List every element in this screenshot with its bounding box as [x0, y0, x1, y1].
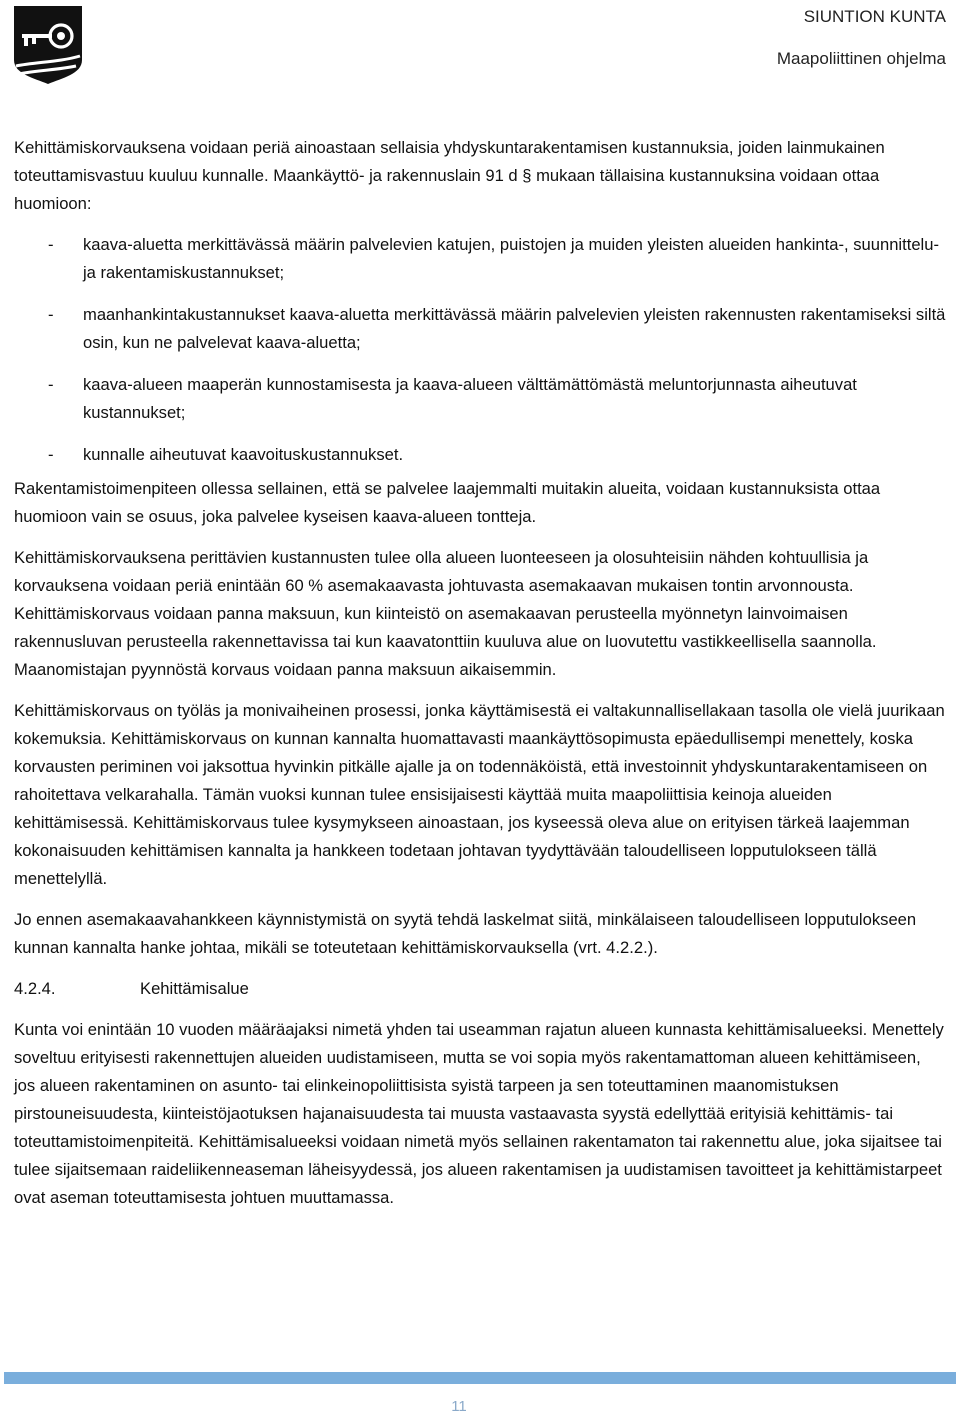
list-item-text: kaava-alueen maaperän kunnostamisesta ja kaava-alueen välttämättömästä meluntorjunnasta aiheutuvat kustannukset; [83, 375, 857, 422]
list-item [14, 371, 946, 427]
list-item-text: kaava-aluetta merkittävässä määrin palvelevien katujen, puistojen ja muiden yleisten alueiden hankinta-, suunnittelu- ja rakentamiskustannukset; [83, 235, 939, 282]
bullet-dash: - [48, 375, 54, 394]
bullet-dash: - [48, 235, 54, 254]
paragraph-2: Rakentamistoimenpiteen ollessa sellainen, että se palvelee laajemmalti muitakin alueita, voidaan kustannuksista ottaa huomioon vain se osuus, joka palvelee kyseisen kaava-alueen tontteja. [14, 479, 881, 526]
document-body [14, 134, 946, 1225]
list-item [14, 441, 946, 469]
section-number: 4.2.4. [14, 979, 56, 998]
bullet-dash: - [48, 305, 54, 324]
paragraph-5: Jo ennen asemakaavahankkeen käynnistymistä on syytä tehdä laskelmat siitä, minkälaiseen taloudelliseen lopputulokseen kunnan kannalta hanke johtaa, mikäli se toteutetaan kehittämiskorvauksella (vrt. 4.2.2.). [14, 910, 917, 957]
list-item [14, 231, 946, 287]
paragraph-4: Kehittämiskorvaus on työläs ja monivaiheinen prosessi, jonka käyttämisestä ei valtakunnallisellakaan tasolla ole vielä juurikaan kokemuksia. Kehittämiskorvaus on kunnan kannalta huomattavasti maankäyttösopimusta epäedullisempi menettely, koska korvausten periminen voi jaksottua hyvinkin pitkälle ajalle ja on todennäköistä, että investoinnit yhdyskuntarakentamiseen on rahoitettava velkarahalla. Tämän vuoksi kunnan tulee ensisijaisesti käyttää muita maapoliittisia keinoja alueiden kehittämisessä. Kehittämiskorvaus tulee kysymykseen ainoastaan, jos kyseessä oleva alue on erityisen tärkeä laajemman kokonaisuuden kehittämisen kannalta ja hankkeen todetaan johtavan tyydyttävään taloudelliseen lopputulokseen tällä menettelyllä. [14, 701, 945, 888]
section-heading [14, 975, 946, 1003]
paragraph-3: Kehittämiskorvauksena perittävien kustannusten tulee olla alueen luonteeseen ja olosuhteisiin nähden kohtuullisia ja korvauksena voidaan periä enintään 60 % asemakaavasta johtuvasta asemakaavan mukaisen tontin arvonnousta. Kehittämiskorvaus voidaan panna maksuun, kun kiinteistö on asemakaavan perusteella myönnetyn lainvoimaisen rakennusluvan perusteella rakennettavissa tai kun kaavatonttiin kuuluva alue on luovutettu vastikkeellisella saannolla. Maanomistajan pyynnöstä korvaus voidaan panna maksuun aikaisemmin. [14, 548, 877, 679]
organization-name: SIUNTION KUNTA [803, 7, 946, 26]
list-item-text: kunnalle aiheutuvat kaavoituskustannukset. [83, 445, 404, 464]
paragraph-6: Kunta voi enintään 10 vuoden määräajaksi nimetä yhden tai useamman rajatun alueen kunnasta kehittämisalueeksi. Menettely soveltuu erityisesti rakennettujen alueiden uudistamiseen, mutta se voi sopia myös rakentamattoman alueen kehittämiseen, jos alueen rakentaminen on asunto- tai elinkeinopoliittisista syistä tarpeen ja sen toteuttaminen maanomistuksen pirstouneisuudesta, kiinteistöjaotuksen hajanaisuudesta tai muusta vastaavasta syystä edellyttää erityisiä kehittämis- tai toteuttamistoimenpiteitä. Kehittämisalueeksi voidaan nimetä myös sellainen rakentamaton tai rakennettu alue, joka sijaitsee tai tulee sijaitsemaan raideliikenneaseman läheisyydessä, jos alueen rakentamisen ja uudistamisen tavoitteet ja kehittämistarpeet ovat aseman toteuttamisesta johtuen muuttamassa. [14, 1020, 944, 1207]
document-title: Maapoliittinen ohjelma [776, 49, 946, 68]
page-header [777, 6, 946, 70]
page-number: 11 [451, 1398, 467, 1415]
bullet-dash: - [48, 445, 54, 464]
section-title: Kehittämisalue [140, 979, 249, 998]
list-item-text: maanhankintakustannukset kaava-aluetta merkittävässä määrin palvelevien yleisten rakennusten rakentamiseksi siltä osin, kun ne palvelevat kaava-aluetta; [83, 305, 946, 352]
coat-of-arms-key-icon [12, 4, 84, 86]
list-item [14, 301, 946, 357]
footer-bar [4, 1372, 956, 1384]
paragraph-1: Kehittämiskorvauksena voidaan periä ainoastaan sellaisia yhdyskuntarakentamisen kustannuksia, joiden lainmukainen toteuttamisvastuu kuuluu kunnalle. Maankäyttö- ja rakennuslain 91 d § mukaan tällaisina kustannuksina voidaan ottaa huomioon: [14, 138, 885, 213]
cost-list [14, 231, 946, 469]
